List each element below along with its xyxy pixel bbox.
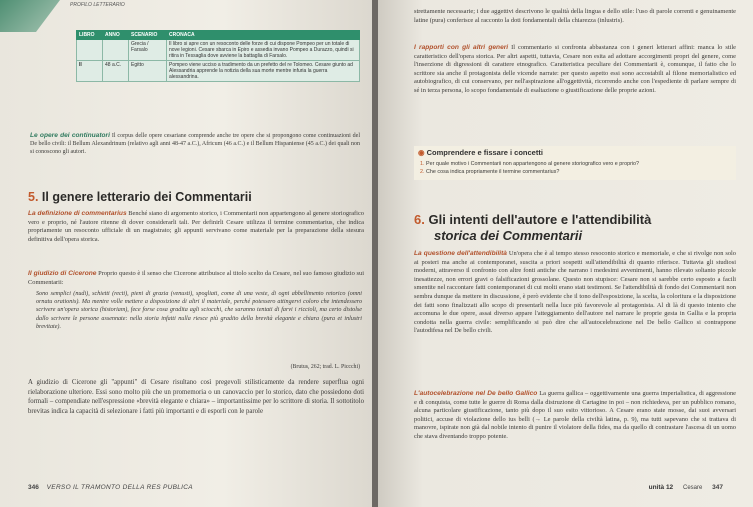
para-lead: La definizione di commentarius [28,210,127,217]
table-row [77,61,360,82]
para-text: Proprio questo è il senso che Cicerone attribuisce al titolo scelto da Cesare, nel suo famoso giudizio sui Commentarii: [28,270,364,286]
para-text: Benché siano di argomento storico, i Commentarii non appartengono al genere storiografico vero e proprio, né l'autore ritenne di dover considerarli tali. Per definirli Cesare utilizza il termine commentarius, che indica propriamente un resoconto ufficiale di un magistrato; gli appunti servivano come materiale per la preparazione della stesura definitiva dell'opera storica. [28,210,364,243]
caption-label: Le opere dei continuatori [30,132,110,139]
para-text: Il commentario si confronta abbastanza con i generi letterari affini: manca lo stile caratteristico dell'opera storica. Per altri aspetti, tuttavia, Cesare non esita ad adottare accorgimenti propri del genere, come l'inserzione di digressioni di carattere etnografico. Caratteristica peculiare dei Commentarii è, comunque, il fatto che lo scrittore sia anche il protagonista delle vicende narrate: per questo aspetto essi sono accostabili al filone memorialistico ed autobiografico, di cui conservano, per nell'aspirazione all'oggettività, ricorrendo anche con l'espediente di parlare sempre di sé in terza persona, lo scopo fondamentale di esaltazione o giustificazione delle proprie azioni. [414,44,736,94]
corner-logo-graphic [0,0,60,32]
left-footer [28,484,193,491]
table-header-cronaca: CRONACA [167,31,360,40]
table-cell: Egitto [129,61,167,82]
section-5-para-3: A giudizio di Cicerone gli "appunti" di Cesare risultano così pregevoli stilisticamente da rendere superflua ogni rielaborazione ulteriore. Essi sono molto più che un promemoria o un canovaccio per lo storico, dato che possiedono doti formali – compendiate nell'espressione «brevità elegante e chiara» – importantissime per lo scrittore di storia. Il sottotitolo brevitas indica la capacità di selezionare i fatti più importanti e di esporli con le parole [28,379,364,415]
unit-label: unità 12 [648,484,674,491]
continuatori-caption [30,132,360,156]
right-footer [649,484,723,491]
cronaca-table [76,30,360,82]
quote-source: (Brutus, 262; trad. L. Piccchi) [290,364,360,370]
table-cell [77,40,103,61]
table-cell [103,40,129,61]
table-cell: 48 a.C. [103,61,129,82]
concept-box-question-2: 2. Che cosa indica propriamente il termine commentarius? [420,169,560,175]
table-row [77,40,360,61]
table-cell: Pompeo viene ucciso a tradimento da un prefetto del re Tolomeo. Cesare giunto ad Alessandria apprende la notizia della sua morte mentre infuria la guerra alessandrina. [167,61,360,82]
cicero-quote: Sono semplici (nudi), schietti (recti), pieni di grazia (venusti), spogliati, come di una veste, di ogni abbellimento retorico (omni ornatu orationis). Ma mentre volle mettere a disposizione di altri il materiale, perché potessero attingervi coloro che intendessero scrivere un'opera storica (historiam), fece forse cosa gradita agli sciocchi, che saranno tentati di farvi i riccioli, ma certo distolse dallo scrivere le persone assennate: nella storia infatti nulla riesce più gradito della brevità elegante e chiara (pura et inlustri brevitate). [36,291,362,330]
section-heading-6: 6. Gli intenti dell'autore e l'attendibilità storica dei Commentarii [414,212,652,243]
page-number: 346 [28,484,39,491]
para-text: Un'opera che è al tempo stesso resoconto storico e memoriale, e che si rivolge non solo ai posteri ma anche ai contemporanei, suscita a priori sospetti sull'attendibilità di quanto riferisce. Tuttavia gli studiosi moderni, attraverso il confronto con altre fonti antiche che narrano i medesimi avvenimenti, hanno rilevato soltanto piccole inesattezze, non errori gravi o falsificazioni grossolane. Questo non stupisce: Cesare non si sarebbe certo esposto a facili smentite nel raccontare fatti contemporanei di cui molti erano stati testimoni. Se l'attendibilità di fondo dei Commentarii non sembra dunque da mettere in discussione, è però evidente che il tono dell'esposizione, la scelta, la coloritura e la disposizione dei fatti sono finalizzati allo scopo di presentarli nella luce più favorevole al protagonista. Al di là di questo intento che accomuna le due opere, assai diverso appare l'atteggiamento dell'autore nel narrare le proprie gesta in Gallia e la propria condotta nella guerra civile: semplificando si può dire che all'autocelebrazione nel De bello Gallico si contrappone l'autodifesa nel De bello civili. [414,250,736,335]
section-6-para-1 [414,250,736,336]
page-number: 347 [712,484,723,491]
table-header-libro: LIBRO [77,31,103,40]
concept-box-icon: ◉ [418,148,425,157]
right-page [378,0,753,507]
section-heading-5: 5. Il genere letterario dei Commentarii [28,190,252,204]
para-text: La guerra gallica – oggettivamente una guerra imperialistica, di aggressione e di conquista, come tutte le guerre di Roma dalla distruzione di Cartagine in poi – non richiedeva, per un pubblico romano, alcuna particolare giustificazione, tanto più dopo il suo esito vittorioso. A Cesare erano state mosse, dai suoi avversari politici, accuse di violazione dello ius belli (→ Le parole della civiltà latina, p. 9), ma tutti sapevano che si trattava di manovre, ispirate non già dal nobile intento di punire il violatore della fides, ma da quello di contrastare l'ascesa di un uomo che stava diventando troppo potente. [414,390,737,440]
table-cell: Grecia / Farsalo [129,40,167,61]
profile-logo: PROFILO LETTERARIO [70,2,125,8]
para-lead: Il giudizio di Cicerone [28,270,97,277]
running-title: VERSO IL TRAMONTO DELLA RES PUBLICA [46,484,193,491]
caption-text: Il corpus delle opere cesariane comprende anche tre opere che si propongono come continuazioni del De bello civili: il Bellum Alexandrinum (relativo agli anni 48-47 a.C.), Africum (46 a.C.) e il Bellum Hispaniense (45 a.C.) dei quali non si conoscono gli autori. [30,133,360,155]
table-header-scenario: SCENARIO [129,31,167,40]
concept-box-question-1: 1. Per quale motivo i Commentarii non appartengono al genere storiografico vero e proprio? [420,161,640,167]
para-lead: I rapporti con gli altri generi [414,44,509,51]
concept-box-title: ◉ Comprendere e fissare i concetti [418,148,543,157]
section-5-para-1 [28,210,364,244]
table-cell: Il libro si apre con un resoconto delle forze di cui dispone Pompeo per un totale di nove legioni. Cesare sbarca in Epiro e assedia invano Pompeo a Durazzo, quindi si ritira in Tessaglia dove avviene la battaglia di Farsalo. [167,40,360,61]
table-header-anno: ANNO [103,31,129,40]
para-lead: L'autocelebrazione nel De bello Gallico [414,390,538,397]
para-lead: La questione dell'attendibilità [414,250,507,257]
concept-box [414,146,736,180]
left-page [0,0,372,507]
section-rapporti-para [414,44,736,96]
section-5-para-2 [28,270,364,287]
table-cell: II [77,61,103,82]
section-6-para-2 [414,390,736,442]
author-label: Cesare [682,485,703,491]
intro-para: strettamente necessarie; i due aggettivi descrivono le qualità della lingua e dello stile: l'uso di parole correnti e genuinamente latine (pura) conferisce al racconto la doti fondamentali della chiarezza (inlustris). [414,8,736,24]
